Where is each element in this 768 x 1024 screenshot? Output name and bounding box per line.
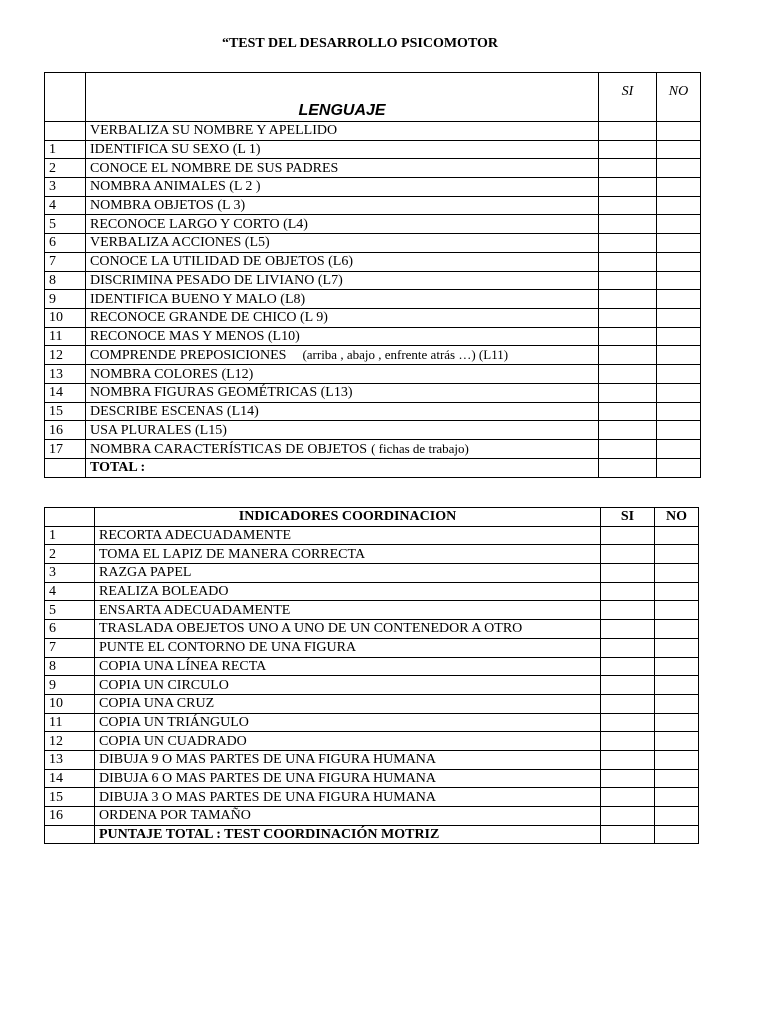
- table-row: [45, 271, 701, 290]
- no-checkbox-cell[interactable]: [655, 545, 699, 564]
- item-number: 12: [45, 732, 95, 751]
- si-checkbox-cell[interactable]: [601, 545, 655, 564]
- total-number-cell: [45, 825, 95, 844]
- table-row: [45, 290, 701, 309]
- total-label: PUNTAJE TOTAL : TEST COORDINACIÓN MOTRIZ: [95, 825, 601, 844]
- table-row: [45, 122, 701, 141]
- item-description: [95, 638, 601, 657]
- item-number: 13: [45, 365, 86, 384]
- item-text: USA PLURALES (L15): [90, 422, 227, 438]
- table-row: [45, 657, 699, 676]
- item-description: [95, 545, 601, 564]
- si-checkbox-cell[interactable]: [601, 526, 655, 545]
- total-label: TOTAL :: [86, 459, 599, 478]
- item-number: 3: [45, 564, 95, 583]
- si-checkbox-cell[interactable]: [599, 140, 657, 159]
- item-description: [95, 526, 601, 545]
- item-text: COPIA UN CIRCULO: [99, 677, 229, 693]
- item-text: TRASLADA OBEJETOS UNO A UNO DE UN CONTENEDOR A OTRO: [99, 621, 523, 637]
- item-note: ( fichas de trabajo): [371, 441, 469, 456]
- coordinacion-body: [45, 508, 699, 844]
- item-text: DIBUJA 6 O MAS PARTES DE UNA FIGURA HUMANA: [99, 770, 437, 786]
- table-row: [45, 564, 699, 583]
- item-text: COPIA UN TRIÁNGULO: [99, 714, 249, 730]
- item-number: 14: [45, 769, 95, 788]
- item-description: [86, 234, 599, 253]
- item-text: IDENTIFICA SU SEXO (L 1): [90, 142, 261, 158]
- no-checkbox-cell[interactable]: [657, 290, 701, 309]
- item-text: NOMBRA FIGURAS GEOMÉTRICAS (L13): [90, 385, 353, 401]
- si-checkbox-cell[interactable]: [599, 308, 657, 327]
- si-checkbox-cell[interactable]: [601, 694, 655, 713]
- lenguaje-body: [45, 73, 701, 478]
- table-row: [45, 807, 699, 826]
- si-checkbox-cell[interactable]: [599, 252, 657, 271]
- item-description: [86, 122, 599, 141]
- table-row: [45, 582, 699, 601]
- item-number: 12: [45, 346, 86, 365]
- item-text: CONOCE EL NOMBRE DE SUS PADRES: [90, 160, 339, 176]
- table-row: [45, 215, 701, 234]
- table-row: [45, 252, 701, 271]
- item-number: 5: [45, 601, 95, 620]
- item-text: NOMBRA CARACTERÍSTICAS DE OBJETOS: [90, 442, 368, 457]
- si-checkbox-cell[interactable]: [599, 327, 657, 346]
- item-number: 8: [45, 271, 86, 290]
- coordinacion-table: [44, 507, 699, 844]
- table-row: [45, 421, 701, 440]
- no-total-cell[interactable]: [657, 459, 701, 478]
- table-row: [45, 365, 701, 384]
- si-checkbox-cell[interactable]: [599, 271, 657, 290]
- si-checkbox-cell[interactable]: [601, 601, 655, 620]
- item-description: [95, 601, 601, 620]
- si-header: SI: [601, 508, 655, 527]
- table-row: [45, 750, 699, 769]
- no-checkbox-cell[interactable]: [657, 327, 701, 346]
- item-number: 7: [45, 252, 86, 271]
- item-number: 9: [45, 290, 86, 309]
- lenguaje-header-row: [45, 73, 701, 122]
- item-number: 15: [45, 788, 95, 807]
- si-checkbox-cell[interactable]: [599, 122, 657, 141]
- si-checkbox-cell[interactable]: [601, 769, 655, 788]
- si-checkbox-cell[interactable]: [599, 421, 657, 440]
- no-checkbox-cell[interactable]: [655, 788, 699, 807]
- no-checkbox-cell[interactable]: [655, 676, 699, 695]
- no-checkbox-cell[interactable]: [655, 657, 699, 676]
- item-number: 11: [45, 327, 86, 346]
- item-text: VERBALIZA SU NOMBRE Y APELLIDO: [90, 123, 338, 139]
- no-checkbox-cell[interactable]: [655, 807, 699, 826]
- no-checkbox-cell[interactable]: [655, 694, 699, 713]
- si-checkbox-cell[interactable]: [601, 713, 655, 732]
- no-checkbox-cell[interactable]: [657, 402, 701, 421]
- si-checkbox-cell[interactable]: [599, 402, 657, 421]
- si-header: SI: [599, 73, 657, 122]
- table-row: [45, 732, 699, 751]
- item-number: 2: [45, 159, 86, 178]
- item-text: RECORTA ADECUADAMENTE: [99, 528, 292, 544]
- table-row: [45, 638, 699, 657]
- table-row: [45, 769, 699, 788]
- item-number: 7: [45, 638, 95, 657]
- item-number: 14: [45, 383, 86, 402]
- no-checkbox-cell[interactable]: [655, 620, 699, 639]
- si-checkbox-cell[interactable]: [601, 732, 655, 751]
- item-description: [95, 620, 601, 639]
- header-number-cell: [45, 508, 95, 527]
- no-checkbox-cell[interactable]: [657, 421, 701, 440]
- table-row: [45, 308, 701, 327]
- si-checkbox-cell[interactable]: [601, 807, 655, 826]
- item-description: [86, 178, 599, 197]
- item-description: [86, 271, 599, 290]
- no-checkbox-cell[interactable]: [655, 769, 699, 788]
- item-number: 6: [45, 620, 95, 639]
- table-row: [45, 327, 701, 346]
- si-checkbox-cell[interactable]: [599, 234, 657, 253]
- no-checkbox-cell[interactable]: [657, 365, 701, 384]
- item-description: [95, 657, 601, 676]
- item-note: (arriba , abajo , enfrente atrás …) (L11): [302, 347, 509, 363]
- table-row: [45, 694, 699, 713]
- item-description: [95, 732, 601, 751]
- table-row: [45, 178, 701, 197]
- no-checkbox-cell[interactable]: [657, 215, 701, 234]
- item-description: [86, 346, 599, 365]
- table-row: [45, 140, 701, 159]
- item-description: [86, 196, 599, 215]
- item-description: [86, 365, 599, 384]
- lenguaje-header: LENGUAJE: [86, 73, 599, 122]
- item-text: DIBUJA 3 O MAS PARTES DE UNA FIGURA HUMANA: [99, 789, 437, 805]
- item-text: NOMBRA ANIMALES (L 2 ): [90, 179, 261, 195]
- table-row: [45, 545, 699, 564]
- si-checkbox-cell[interactable]: [599, 196, 657, 215]
- item-number: 16: [45, 421, 86, 440]
- item-number: 10: [45, 308, 86, 327]
- item-text: RECONOCE MAS Y MENOS (L10): [90, 328, 300, 344]
- no-total-cell[interactable]: [655, 825, 699, 844]
- item-text: COMPRENDE PREPOSICIONES: [90, 348, 287, 364]
- item-description: [95, 564, 601, 583]
- item-number: 1: [45, 140, 86, 159]
- no-checkbox-cell[interactable]: [655, 638, 699, 657]
- coordinacion-header-row: [45, 508, 699, 527]
- si-checkbox-cell[interactable]: [599, 440, 657, 459]
- item-number: 4: [45, 196, 86, 215]
- no-checkbox-cell[interactable]: [657, 346, 701, 365]
- item-description: [95, 769, 601, 788]
- item-number: 17: [45, 440, 86, 459]
- item-number: 15: [45, 402, 86, 421]
- item-description: [95, 713, 601, 732]
- no-checkbox-cell[interactable]: [655, 601, 699, 620]
- item-text: COPIA UNA CRUZ: [99, 696, 215, 712]
- table-row: [45, 346, 701, 365]
- table-row: [45, 713, 699, 732]
- table-row: [45, 159, 701, 178]
- item-text: IDENTIFICA BUENO Y MALO (L8): [90, 291, 306, 307]
- item-description: [86, 140, 599, 159]
- table-row: [45, 234, 701, 253]
- si-checkbox-cell[interactable]: [601, 564, 655, 583]
- no-checkbox-cell[interactable]: [657, 196, 701, 215]
- item-description: [86, 215, 599, 234]
- si-checkbox-cell[interactable]: [601, 750, 655, 769]
- item-text: COPIA UNA LÍNEA RECTA: [99, 658, 267, 674]
- item-text: CONOCE LA UTILIDAD DE OBJETOS (L6): [90, 254, 353, 270]
- si-total-cell[interactable]: [601, 825, 655, 844]
- no-checkbox-cell[interactable]: [657, 234, 701, 253]
- document-title: “TEST DEL DESARROLLO PSICOMOTOR: [221, 36, 499, 51]
- item-description: [95, 788, 601, 807]
- item-description: [86, 308, 599, 327]
- no-checkbox-cell[interactable]: [657, 122, 701, 141]
- si-checkbox-cell[interactable]: [601, 638, 655, 657]
- item-number: 1: [45, 526, 95, 545]
- no-checkbox-cell[interactable]: [657, 159, 701, 178]
- si-total-cell[interactable]: [599, 459, 657, 478]
- item-description: [95, 807, 601, 826]
- si-checkbox-cell[interactable]: [599, 178, 657, 197]
- table-row: [45, 788, 699, 807]
- item-number: 9: [45, 676, 95, 695]
- item-text: REALIZA BOLEADO: [99, 584, 229, 600]
- item-number: 16: [45, 807, 95, 826]
- no-checkbox-cell[interactable]: [657, 440, 701, 459]
- total-number-cell: [45, 459, 86, 478]
- item-description: [95, 694, 601, 713]
- item-text: DIBUJA 9 O MAS PARTES DE UNA FIGURA HUMANA: [99, 752, 437, 768]
- item-description: [86, 290, 599, 309]
- item-text: NOMBRA OBJETOS (L 3): [90, 198, 246, 214]
- si-checkbox-cell[interactable]: [599, 290, 657, 309]
- item-description: [95, 582, 601, 601]
- item-text: ENSARTA ADECUADAMENTE: [99, 602, 291, 618]
- item-number: 11: [45, 713, 95, 732]
- no-checkbox-cell[interactable]: [657, 178, 701, 197]
- item-number: 8: [45, 657, 95, 676]
- table-row: [45, 526, 699, 545]
- lenguaje-table: [44, 72, 701, 478]
- item-text: TOMA EL LAPIZ DE MANERA CORRECTA: [99, 546, 366, 562]
- si-checkbox-cell[interactable]: [599, 159, 657, 178]
- item-number: 6: [45, 234, 86, 253]
- no-checkbox-cell[interactable]: [657, 271, 701, 290]
- item-description: [86, 252, 599, 271]
- item-text: RAZGA PAPEL: [99, 565, 192, 581]
- item-text: RECONOCE GRANDE DE CHICO (L 9): [90, 310, 328, 326]
- si-checkbox-cell[interactable]: [601, 657, 655, 676]
- item-description: [86, 440, 599, 459]
- no-checkbox-cell[interactable]: [657, 140, 701, 159]
- si-checkbox-cell[interactable]: [599, 365, 657, 384]
- table-row: [45, 196, 701, 215]
- table-row: [45, 440, 701, 459]
- total-row: [45, 459, 701, 478]
- si-checkbox-cell[interactable]: [599, 383, 657, 402]
- item-text: VERBALIZA ACCIONES (L5): [90, 235, 270, 251]
- no-checkbox-cell[interactable]: [655, 582, 699, 601]
- item-description: [95, 750, 601, 769]
- si-checkbox-cell[interactable]: [601, 788, 655, 807]
- no-checkbox-cell[interactable]: [655, 713, 699, 732]
- item-number: 3: [45, 178, 86, 197]
- header-number-cell: [45, 73, 86, 122]
- table-row: [45, 676, 699, 695]
- item-number: 4: [45, 582, 95, 601]
- no-header: NO: [655, 508, 699, 527]
- table-row: [45, 601, 699, 620]
- item-text: NOMBRA COLORES (L12): [90, 366, 254, 382]
- no-checkbox-cell[interactable]: [657, 383, 701, 402]
- item-text: RECONOCE LARGO Y CORTO (L4): [90, 216, 308, 232]
- total-row: [45, 825, 699, 844]
- item-number: 10: [45, 694, 95, 713]
- table-row: [45, 402, 701, 421]
- item-number: [45, 122, 86, 141]
- item-description: [86, 421, 599, 440]
- no-checkbox-cell[interactable]: [657, 252, 701, 271]
- no-checkbox-cell[interactable]: [655, 526, 699, 545]
- si-checkbox-cell[interactable]: [599, 346, 657, 365]
- no-checkbox-cell[interactable]: [657, 308, 701, 327]
- item-text: COPIA UN CUADRADO: [99, 733, 247, 749]
- item-description: [86, 402, 599, 421]
- no-checkbox-cell[interactable]: [655, 564, 699, 583]
- item-text: DISCRIMINA PESADO DE LIVIANO (L7): [90, 272, 343, 288]
- si-checkbox-cell[interactable]: [601, 582, 655, 601]
- si-checkbox-cell[interactable]: [601, 676, 655, 695]
- item-number: 5: [45, 215, 86, 234]
- coordinacion-header: INDICADORES COORDINACION: [95, 508, 601, 527]
- table-row: [45, 383, 701, 402]
- item-description: [86, 383, 599, 402]
- item-number: 13: [45, 750, 95, 769]
- item-description: [86, 327, 599, 346]
- no-header: NO: [657, 73, 701, 122]
- si-checkbox-cell[interactable]: [599, 215, 657, 234]
- item-description: [95, 676, 601, 695]
- item-text: ORDENA POR TAMAÑO: [99, 808, 251, 824]
- table-row: [45, 620, 699, 639]
- item-number: 2: [45, 545, 95, 564]
- item-text: DESCRIBE ESCENAS (L14): [90, 403, 259, 419]
- item-text: PUNTE EL CONTORNO DE UNA FIGURA: [99, 640, 357, 656]
- si-checkbox-cell[interactable]: [601, 620, 655, 639]
- no-checkbox-cell[interactable]: [655, 732, 699, 751]
- no-checkbox-cell[interactable]: [655, 750, 699, 769]
- item-description: [86, 159, 599, 178]
